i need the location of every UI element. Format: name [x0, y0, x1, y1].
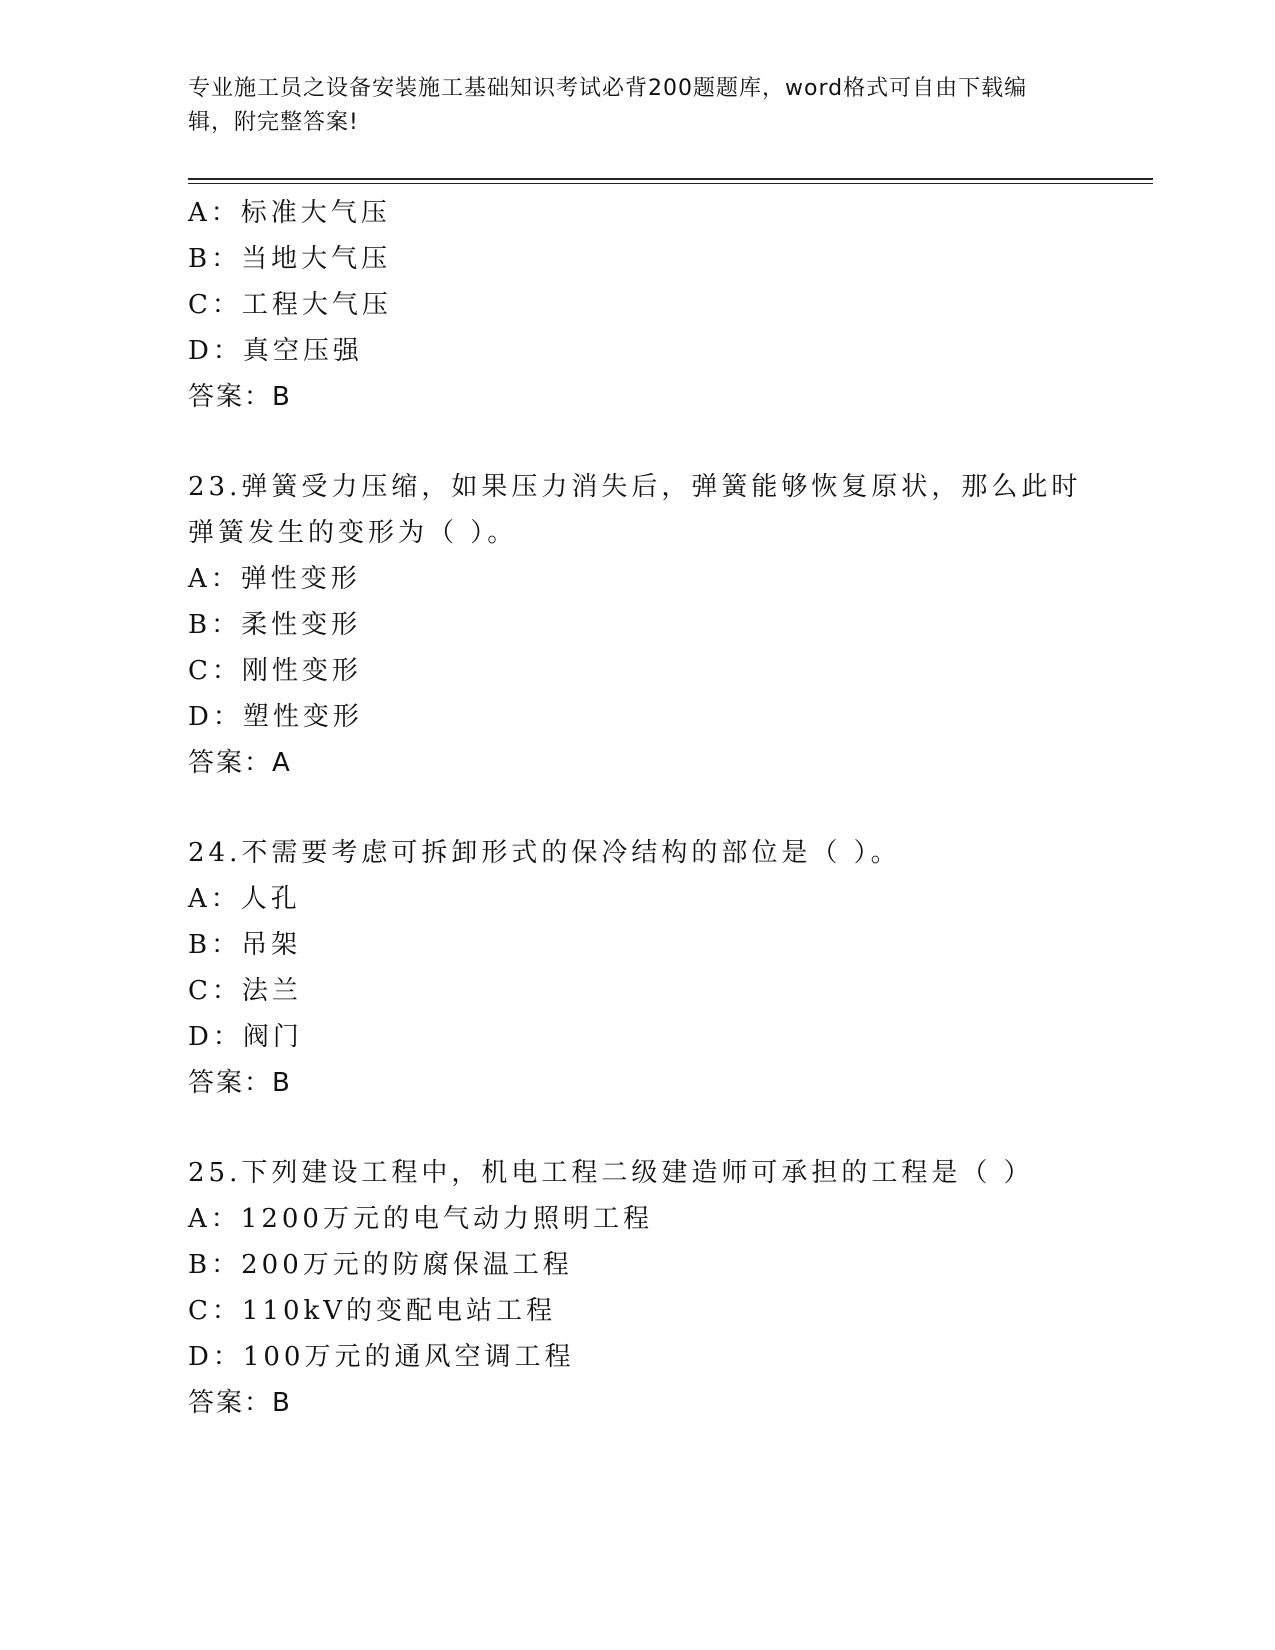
answer-line: 答案：A — [188, 748, 292, 778]
continued-question — [188, 190, 1088, 420]
question-stem: 23.弹簧受力压缩，如果压力消失后，弹簧能够恢复原状，那么此时弹簧发生的变形为（ ）。 — [188, 472, 1082, 548]
option-b: B：柔性变形 — [188, 610, 362, 640]
option-a: A：弹性变形 — [188, 564, 361, 594]
option-b: B：吊架 — [188, 930, 302, 960]
header-rule-thick — [188, 178, 1153, 180]
question-24 — [188, 830, 1088, 1106]
question-stem: 25.下列建设工程中，机电工程二级建造师可承担的工程是（ ） — [188, 1158, 1034, 1188]
option-a: A：人孔 — [188, 884, 301, 914]
option-c: C：工程大气压 — [188, 290, 392, 320]
option-b: B：200万元的防腐保温工程 — [188, 1250, 573, 1280]
option-d: D：真空压强 — [188, 336, 363, 366]
header-rule-thin — [188, 183, 1153, 184]
option-c: C：110kV的变配电站工程 — [188, 1296, 557, 1326]
answer-line: 答案：B — [188, 1068, 292, 1098]
option-d: D：塑性变形 — [188, 702, 363, 732]
option-c: C：刚性变形 — [188, 656, 362, 686]
question-list — [188, 190, 1088, 1426]
option-c: C：法兰 — [188, 976, 302, 1006]
option-a: A：标准大气压 — [188, 198, 391, 228]
answer-line: 答案：B — [188, 382, 292, 412]
question-25 — [188, 1150, 1088, 1426]
option-d: D：阀门 — [188, 1022, 303, 1052]
question-23 — [188, 464, 1088, 786]
option-a: A：1200万元的电气动力照明工程 — [188, 1204, 653, 1234]
option-b: B：当地大气压 — [188, 244, 392, 274]
page-header: 专业施工员之设备安装施工基础知识考试必背200题题库，word格式可自由下载编辑，附完整答案! — [188, 76, 1028, 135]
option-d: D：100万元的通风空调工程 — [188, 1342, 575, 1372]
question-stem: 24.不需要考虑可拆卸形式的保冷结构的部位是（ ）。 — [188, 838, 901, 868]
answer-line: 答案：B — [188, 1388, 292, 1418]
